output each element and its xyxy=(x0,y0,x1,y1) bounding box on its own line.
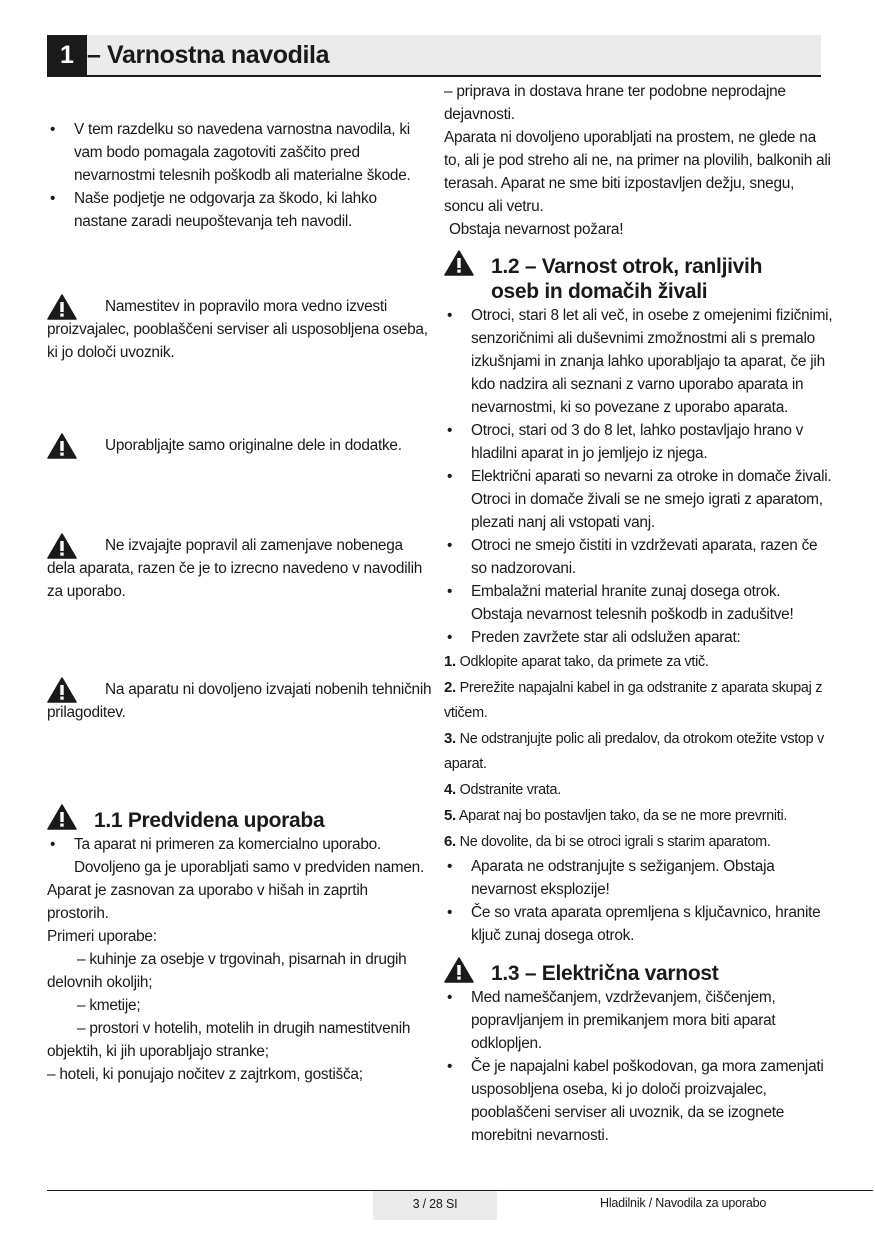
intro-bullet: • V tem razdelku so navedena varnostna navodila, ki vam bodo pomagala zagotoviti zaščito pred nevarnostmi telesnih poškodb ali materialne škode. xyxy=(47,118,432,187)
warning-note xyxy=(47,294,432,364)
safety-bullet: • Aparata ne odstranjujte s sežiganjem. Obstaja nevarnost eksplozije! xyxy=(444,855,834,901)
warning-note xyxy=(47,677,432,724)
document-title: Hladilnik / Navodila za uporabo xyxy=(600,1196,767,1210)
warning-text: Uporabljajte samo originalne dele in dodatke. xyxy=(105,437,402,454)
chapter-title: – Varnostna navodila xyxy=(87,41,330,69)
safety-bullet: • Embalažni material hranite zunaj dosega otrok. Obstaja nevarnost telesnih poškodb in zadušitve! xyxy=(444,580,834,626)
continued-text: Aparata ni dovoljeno uporabljati na prostem, ne glede na to, ali je pod streho ali ne, na primer na plovilih, balkonih ali terasah. Aparat ne sme biti izpostavljen dežju, snegu, soncu ali vetru. xyxy=(444,129,831,215)
safety-bullet: • Preden zavržete star ali odslužen aparat: xyxy=(444,626,834,649)
electrical-safety-list xyxy=(444,986,834,1147)
usage-text: Primeri uporabe: xyxy=(47,928,157,945)
page-number: 3 / 28 SI xyxy=(373,1191,497,1220)
left-column xyxy=(47,118,432,1086)
warning-triangle-icon xyxy=(47,677,105,697)
warning-note xyxy=(47,533,432,603)
warning-triangle-icon xyxy=(444,957,476,985)
child-safety-list-2 xyxy=(444,855,834,947)
disposal-step: 3. Ne odstranjujte polic ali predalov, da otrokom otežite vstop v aparat. xyxy=(444,730,824,772)
warning-triangle-icon xyxy=(444,250,476,278)
continued-text: – priprava in dostava hrane ter podobne neprodajne dejavnosti. xyxy=(444,83,786,123)
section-heading-1-1 xyxy=(47,808,432,833)
electrical-bullet: • Med nameščanjem, vzdrževanjem, čiščenjem, popravljanjem in premikanjem mora biti aparat odklopljen. xyxy=(444,986,834,1055)
chapter-number: 1 xyxy=(47,35,87,75)
section-title: 1.1 Predvidena uporaba xyxy=(94,809,325,832)
intro-bullet: • Naše podjetje ne odgovarja za škodo, ki lahko nastane zaradi neupoštevanja teh navodil. xyxy=(47,187,432,233)
usage-text: Aparat je zasnovan za uporabo v hišah in zaprtih prostorih. xyxy=(47,882,368,922)
safety-bullet: • Električni aparati so nevarni za otroke in domače živali. Otroci in domače živali se ne smejo igrati z aparatom, plezati nanj ali vstopati vanj. xyxy=(444,465,834,534)
disposal-steps xyxy=(444,649,834,855)
usage-example: – hoteli, ki ponujajo nočitev z zajtrkom, gostišča; xyxy=(47,1066,363,1083)
fire-hazard-text: Obstaja nevarnost požara! xyxy=(449,221,624,238)
usage-example: – kuhinje za osebje v trgovinah, pisarnah in drugih delovnih okoljih; xyxy=(47,951,407,991)
disposal-step: 6. Ne dovolite, da bi se otroci igrali s starim aparatom. xyxy=(444,833,771,850)
section-title: oseb in domačih živali xyxy=(491,280,708,303)
disposal-step: 5. Aparat naj bo postavljen tako, da se ne more prevrniti. xyxy=(444,807,788,824)
section-heading-1-2 xyxy=(444,254,834,304)
usage-list xyxy=(47,833,432,879)
child-safety-list xyxy=(444,304,834,649)
safety-bullet: • Otroci ne smejo čistiti in vzdrževati aparata, razen če so nadzorovani. xyxy=(444,534,834,580)
usage-example: – kmetije; xyxy=(77,997,141,1014)
chapter-header xyxy=(47,35,821,77)
section-title: 1.2 – Varnost otrok, ranljivih xyxy=(491,255,763,278)
safety-bullet: • Otroci, stari 8 let ali več, in osebe z omejenimi fizičnimi, senzoričnimi ali duševnimi zmožnostmi ali s premalo izkušnjami in znanja lahko uporabljajo ta aparat, če jih kdo nadzira ali seznani z varno uporabo aparata in nevarnostmi, ki so povezane z uporabo aparata. xyxy=(444,304,834,419)
warning-text: Namestitev in popravilo mora vedno izvesti proizvajalec, pooblaščeni serviser ali usposobljena oseba, ki jo določi uvoznik. xyxy=(47,298,428,361)
section-title: 1.3 – Električna varnost xyxy=(491,962,719,985)
electrical-bullet: • Če je napajalni kabel poškodovan, ga mora zamenjati usposobljena oseba, ki jo določi proizvajalec, pooblaščeni serviser ali uvoznik, da se izognete morebitni nevarnosti. xyxy=(444,1055,834,1147)
warning-text: Na aparatu ni dovoljeno izvajati nobenih tehničnih prilagoditev. xyxy=(47,681,432,721)
usage-bullet: • Ta aparat ni primeren za komercialno uporabo. Dovoljeno ga je uporabljati samo v predviden namen. xyxy=(47,833,432,879)
disposal-step: 4. Odstranite vrata. xyxy=(444,781,561,798)
warning-triangle-icon xyxy=(47,533,105,553)
disposal-step: 2. Prerežite napajalni kabel in ga odstranite z aparata skupaj z vtičem. xyxy=(444,679,823,721)
warning-text: Ne izvajajte popravil ali zamenjave nobenega dela aparata, razen če je to izrecno navedeno v navodilih za uporabo. xyxy=(47,537,423,600)
disposal-step: 1. Odklopite aparat tako, da primete za vtič. xyxy=(444,653,709,670)
safety-bullet: • Otroci, stari od 3 do 8 let, lahko postavljajo hrano v hladilni aparat in jo jemljejo iz njega. xyxy=(444,419,834,465)
warning-triangle-icon xyxy=(47,804,79,832)
usage-example: – prostori v hotelih, motelih in drugih namestitvenih objektih, ki jih uporabljajo stranke; xyxy=(47,1020,411,1060)
safety-bullet: • Če so vrata aparata opremljena s ključavnico, hranite ključ zunaj dosega otrok. xyxy=(444,901,834,947)
intro-list xyxy=(47,118,432,233)
warning-triangle-icon xyxy=(47,294,105,314)
warning-triangle-icon xyxy=(47,433,105,453)
warning-note xyxy=(47,433,432,457)
right-column xyxy=(444,80,834,1147)
section-heading-1-3 xyxy=(444,961,834,986)
